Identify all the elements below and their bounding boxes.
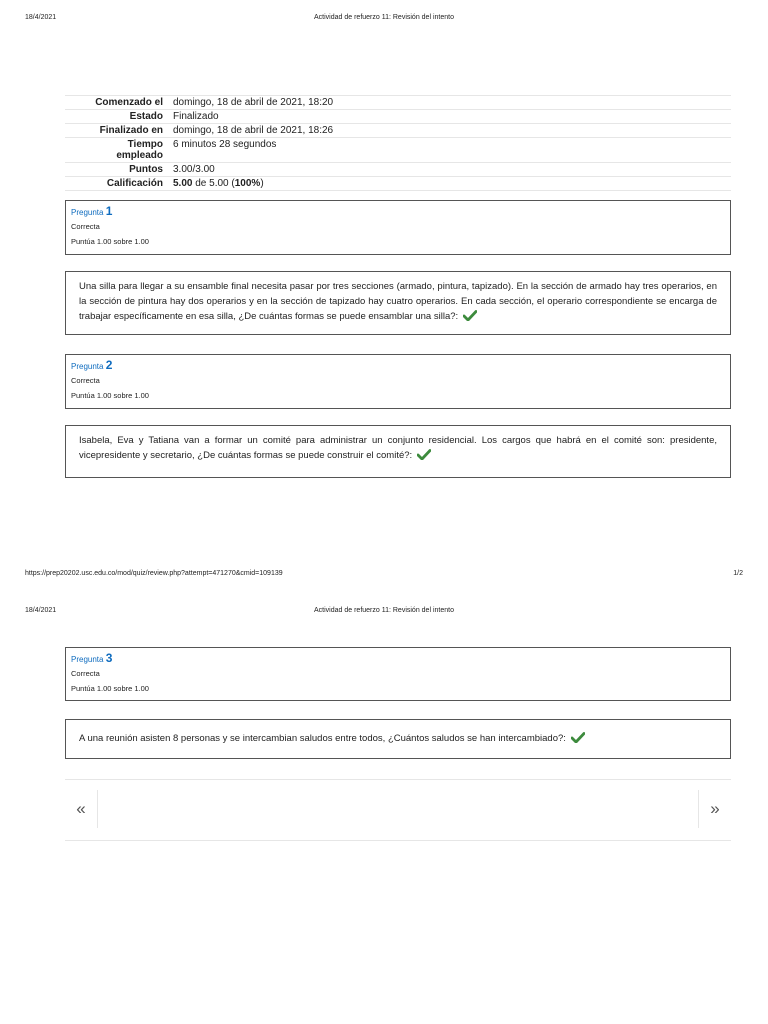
question-number-value: 3 (105, 651, 113, 665)
finished-label: Finalizado en (99, 125, 163, 136)
print-header-title: Actividad de refuerzo 11: Revisión del intento (314, 14, 454, 21)
question-status: Correcta (71, 222, 100, 231)
finished-value: domingo, 18 de abril de 2021, 18:26 (173, 125, 334, 136)
question-text-3 (65, 719, 731, 759)
time-label-line2: empleado (116, 150, 163, 161)
question-label: Pregunta (71, 362, 104, 371)
time-value: 6 minutos 28 segundos (173, 139, 277, 150)
question-mark: Puntúa 1.00 sobre 1.00 (71, 237, 149, 246)
print-footer-url: https://prep20202.usc.edu.co/mod/quiz/review.php?attempt=471270&cmid=109139 (25, 570, 283, 577)
summary-row-grade (65, 177, 731, 191)
summary-row-time (65, 138, 731, 163)
grade-percent: 100% (234, 178, 261, 189)
next-button[interactable] (698, 790, 731, 828)
question-number (71, 652, 725, 666)
double-chevron-right-icon: » (710, 799, 720, 818)
question-info-1 (65, 200, 731, 255)
grade-close: ) (260, 178, 264, 189)
question-text-2 (65, 425, 731, 478)
time-label-line1: Tiempo (127, 139, 163, 150)
question-text-1 (65, 271, 731, 335)
check-icon (417, 449, 431, 465)
question-number (71, 205, 725, 219)
started-label: Comenzado el (95, 97, 163, 108)
double-chevron-left-icon: « (76, 799, 86, 818)
print-header-date: 18/4/2021 (25, 14, 57, 21)
summary-row-state (65, 110, 731, 124)
question-label: Pregunta (71, 208, 104, 217)
question-status: Correcta (71, 669, 100, 678)
summary-row-started (65, 96, 731, 110)
state-value: Finalizado (173, 111, 219, 122)
grade-value (169, 177, 731, 191)
question-text: A una reunión asisten 8 personas y se intercambian saludos entre todos, ¿Cuántos saludos se han intercambiado?: (79, 733, 566, 744)
points-label: Puntos (129, 164, 163, 175)
grade-label: Calificación (106, 178, 163, 189)
grade-of: de 5.00 ( (195, 178, 235, 189)
question-text: Isabela, Eva y Tatiana van a formar un comité para administrar un conjunto residencial. Los cargos que habrá en el comité son: presidente, vicepresidente y secretario, ¿De cuántas formas se puede construir el comité?: (79, 435, 717, 461)
attempt-summary-table (65, 95, 731, 191)
check-icon (571, 732, 585, 748)
previous-button[interactable] (65, 790, 98, 828)
question-label: Pregunta (71, 655, 104, 664)
state-label: Estado (129, 111, 163, 122)
question-text: Una silla para llegar a su ensamble final necesita pasar por tres secciones (armado, pintura, tapizado). En la sección de armado hay tres operarios, en la sección de pintura hay dos operarios y en la sección de tapizado hay cuatro operarios. En cada sección, el operario correspondiente se encarga de trabajar específicamente en esa silla, ¿De cuántas formas se puede ensamblar una silla?: (79, 281, 717, 322)
question-number-value: 1 (105, 204, 113, 218)
summary-row-points (65, 163, 731, 177)
question-status: Correcta (71, 376, 100, 385)
summary-row-finished (65, 124, 731, 138)
print-header-date: 18/4/2021 (25, 607, 57, 614)
question-info-2 (65, 354, 731, 409)
started-value: domingo, 18 de abril de 2021, 18:20 (173, 97, 334, 108)
grade-score: 5.00 (173, 178, 193, 189)
question-number (71, 359, 725, 373)
time-label (65, 138, 169, 163)
quiz-navigation (65, 779, 731, 841)
question-mark: Puntúa 1.00 sobre 1.00 (71, 684, 149, 693)
print-header-title: Actividad de refuerzo 11: Revisión del intento (314, 607, 454, 614)
question-info-3 (65, 647, 731, 701)
question-mark: Puntúa 1.00 sobre 1.00 (71, 391, 149, 400)
print-footer-page: 1/2 (733, 570, 743, 577)
question-number-value: 2 (105, 358, 113, 372)
check-icon (463, 310, 477, 326)
points-value: 3.00/3.00 (173, 164, 215, 175)
